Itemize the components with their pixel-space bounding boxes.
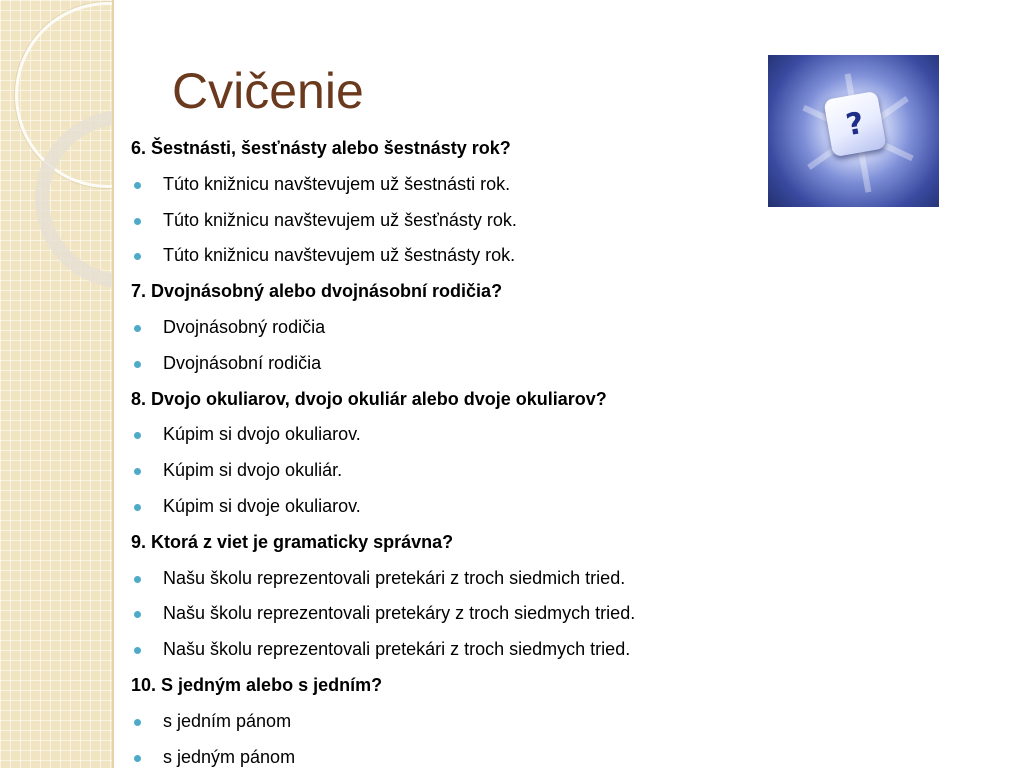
- question-heading: [131, 131, 1011, 167]
- question-text: 10. S jedným alebo s jedním?: [131, 674, 383, 695]
- bullet-icon: [134, 432, 141, 439]
- option-text: s jedným pánom: [163, 746, 296, 767]
- question-text: 9. Ktorá z viet je gramaticky správna?: [131, 531, 454, 552]
- decorative-ring: [35, 110, 114, 288]
- decorative-side-strip: [0, 0, 114, 768]
- question-heading: [131, 668, 1011, 704]
- answer-option: [131, 596, 1011, 632]
- option-text: Kúpim si dvoje okuliarov.: [163, 495, 361, 516]
- answer-option: [131, 453, 1011, 489]
- bullet-icon: [134, 325, 141, 332]
- bullet-icon: [134, 468, 141, 475]
- answer-option: [131, 203, 1011, 239]
- answer-option: [131, 632, 1011, 668]
- bullet-icon: [134, 182, 141, 189]
- option-text: Túto knižnicu navštevujem už šesťnásty rok.: [163, 209, 517, 230]
- option-text: s jedním pánom: [163, 710, 292, 731]
- answer-option: [131, 740, 1011, 775]
- option-text: Dvojnásobný rodičia: [163, 316, 326, 337]
- question-key-icon: ?: [823, 91, 886, 157]
- question-text: 7. Dvojnásobný alebo dvojnásobní rodičia?: [131, 281, 503, 302]
- bullet-icon: [134, 647, 141, 654]
- answer-option: [131, 310, 1011, 346]
- question-text: 6. Šestnásti, šesťnásty alebo šestnásty rok?: [131, 138, 511, 158]
- bullet-icon: [134, 218, 141, 225]
- question-heading: [131, 382, 1011, 418]
- decorative-ring: [15, 2, 114, 188]
- answer-option: [131, 561, 1011, 597]
- bullet-icon: [134, 253, 141, 260]
- answer-option: [131, 238, 1011, 274]
- answer-option: [131, 346, 1011, 382]
- question-text: 8. Dvojo okuliarov, dvojo okuliár alebo dvoje okuliarov?: [131, 388, 607, 409]
- slide-title: Cvičenie: [172, 63, 364, 119]
- option-text: Kúpim si dvojo okuliár.: [163, 460, 343, 481]
- answer-option: [131, 167, 1011, 203]
- option-text: Kúpim si dvojo okuliarov.: [163, 424, 361, 445]
- bullet-icon: [134, 719, 141, 726]
- answer-option: [131, 704, 1011, 740]
- option-text: Túto knižnicu navštevujem už šestnásty rok.: [163, 245, 516, 266]
- answer-option: [131, 489, 1011, 525]
- answer-option: [131, 417, 1011, 453]
- option-text: Našu školu reprezentovali pretekáry z troch siedmych tried.: [163, 603, 636, 624]
- option-text: Našu školu reprezentovali pretekári z troch siedmich tried.: [163, 567, 626, 588]
- bullet-icon: [134, 611, 141, 618]
- bullet-icon: [134, 361, 141, 368]
- question-heading: [131, 274, 1011, 310]
- bullet-icon: [134, 755, 141, 762]
- option-text: Našu školu reprezentovali pretekári z troch siedmych tried.: [163, 639, 631, 660]
- option-text: Dvojnásobní rodičia: [163, 352, 322, 373]
- option-text: Túto knižnicu navštevujem už šestnásti rok.: [163, 173, 511, 194]
- question-heading: [131, 525, 1011, 561]
- bullet-icon: [134, 504, 141, 511]
- exercise-list: [131, 131, 1011, 775]
- bullet-icon: [134, 576, 141, 583]
